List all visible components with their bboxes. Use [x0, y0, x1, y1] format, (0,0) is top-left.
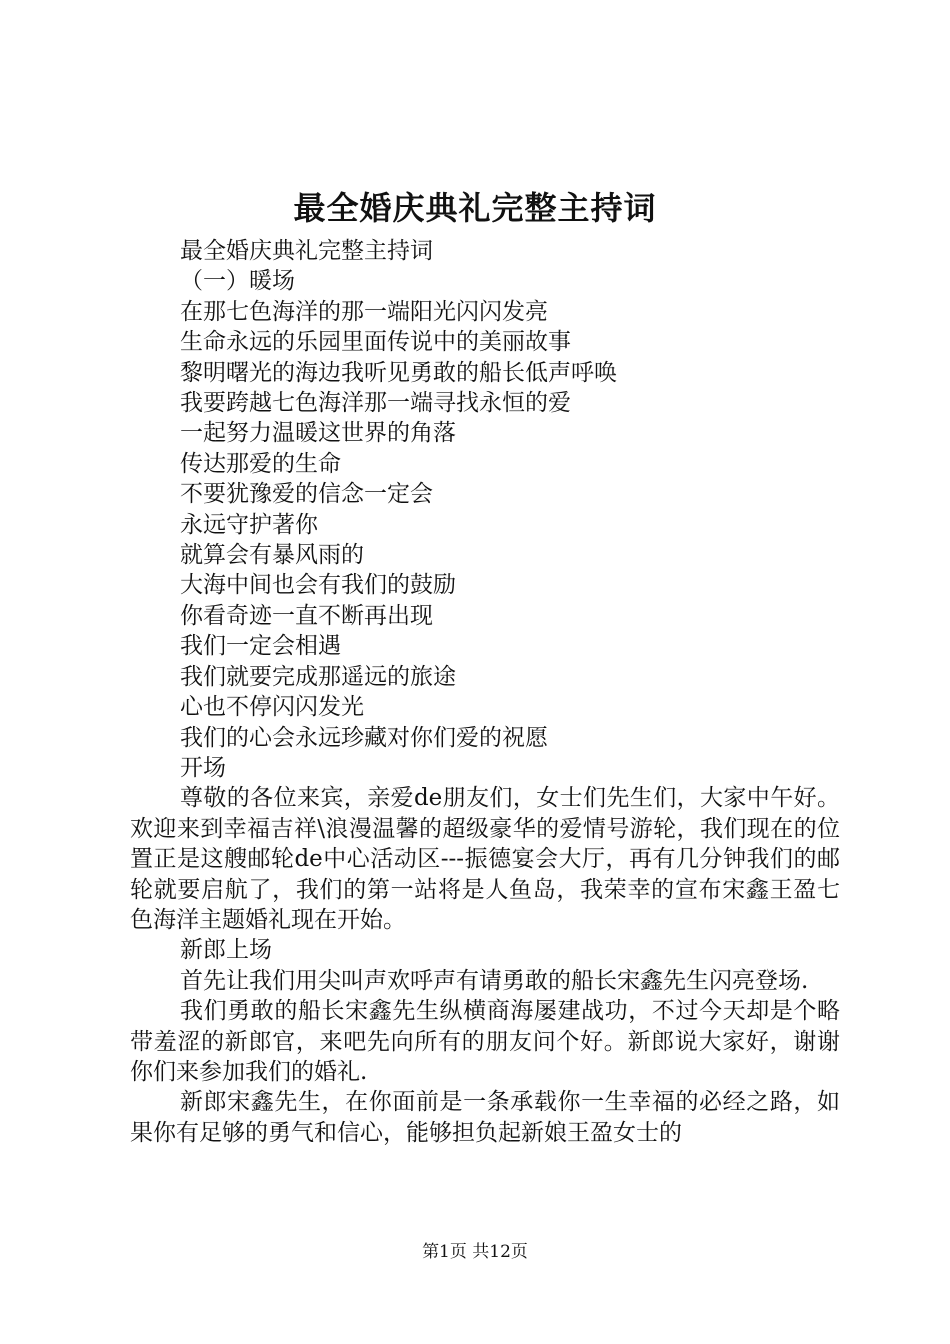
document-title: 最全婚庆典礼完整主持词 — [293, 189, 657, 227]
section-heading-warmup: （一）暖场 — [180, 268, 295, 295]
lyric-line: 我们就要完成那遥远的旅途 — [180, 663, 456, 690]
lyric-line: 传达那爱的生命 — [180, 450, 341, 477]
paragraph-groom-path: 新郎宋鑫先生，在你面前是一条承载你一生幸福的必经之路，如果你有足够的勇气和信心，能够担负起新娘王盈女士的 — [130, 1089, 840, 1146]
section-heading-opening: 开场 — [180, 754, 226, 781]
lyric-line: 心也不停闪闪发光 — [180, 694, 364, 721]
section-heading-groom: 新郎上场 — [180, 937, 272, 964]
lyric-line: 大海中间也会有我们的鼓励 — [180, 572, 456, 599]
lyric-line: 生命永远的乐园里面传说中的美丽故事 — [180, 329, 571, 356]
paragraph-groom-entrance: 首先让我们用尖叫声欢呼声有请勇敢的船长宋鑫先生闪亮登场. — [180, 967, 809, 994]
paragraph-opening: 尊敬的各位来宾，亲爱de朋友们，女士们先生们，大家中午好。欢迎来到幸福吉祥\浪漫温馨的超级豪华的爱情号游轮，我们现在的位置正是这艘邮轮de中心活动区---振德宴会大厅，再有几分钟我们的邮轮就要启航了，我们的第一站将是人鱼岛，我荣幸的宣布宋鑫王盈七色海洋主题婚礼现在开始。 — [130, 785, 840, 933]
lyric-line: 我要跨越七色海洋那一端寻找永恒的爱 — [180, 390, 571, 417]
lyric-line: 黎明曙光的海边我听见勇敢的船长低声呼唤 — [180, 359, 617, 386]
page-number: 第1页 共12页 — [422, 1242, 528, 1262]
lyric-line: 一起努力温暖这世界的角落 — [180, 420, 456, 447]
lyric-line: 我们的心会永远珍藏对你们爱的祝愿 — [180, 724, 548, 751]
lyric-line: 不要犹豫爱的信念一定会 — [180, 481, 433, 508]
lyric-line: 就算会有暴风雨的 — [180, 542, 364, 569]
lyric-line: 在那七色海洋的那一端阳光闪闪发亮 — [180, 298, 548, 325]
paragraph-groom-intro: 我们勇敢的船长宋鑫先生纵横商海屡建战功，不过今天却是个略带羞涩的新郎官，来吧先向所有的朋友问个好。新郎说大家好，谢谢你们来参加我们的婚礼. — [130, 998, 840, 1085]
lyric-line: 永远守护著你 — [180, 511, 318, 538]
lyric-line: 你看奇迹一直不断再出现 — [180, 602, 433, 629]
document-body — [130, 236, 840, 1148]
text-line: 最全婚庆典礼完整主持词 — [180, 238, 433, 264]
lyric-line: 我们一定会相遇 — [180, 633, 341, 660]
